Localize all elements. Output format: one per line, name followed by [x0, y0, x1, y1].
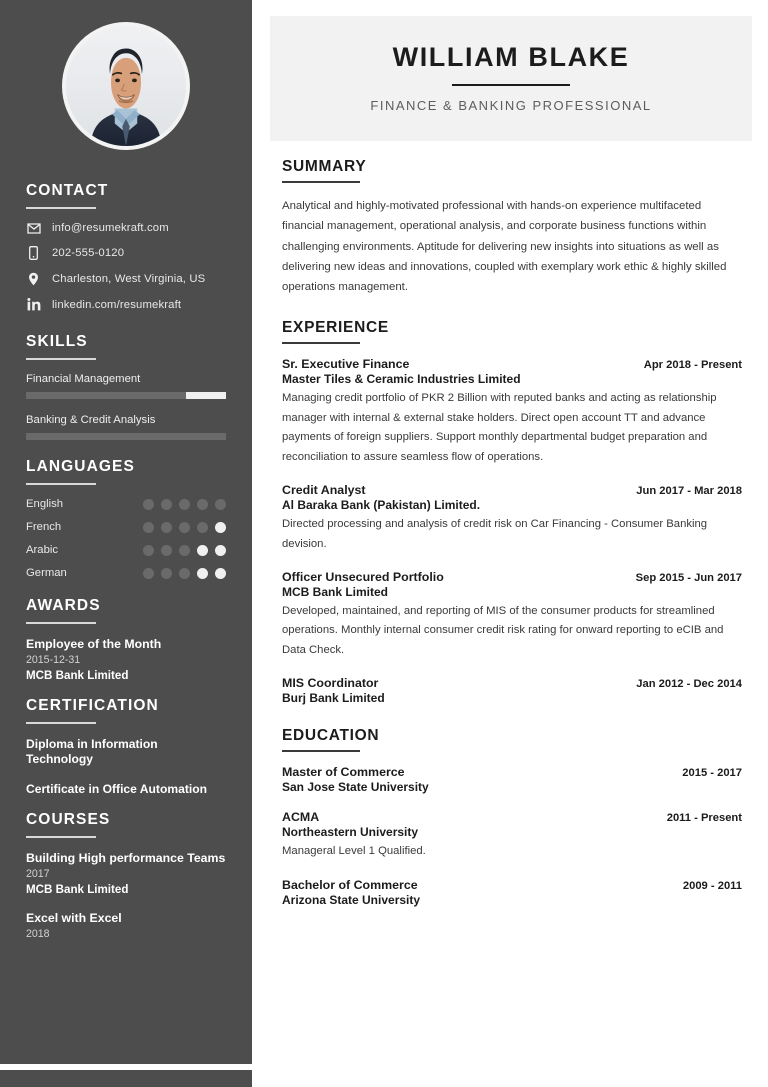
- main-body: [282, 158, 742, 929]
- skill-bar-remainder: [186, 392, 226, 399]
- linkedin-icon: [26, 298, 41, 311]
- skill-label: Banking & Credit Analysis: [26, 414, 156, 426]
- summary-heading: SUMMARY: [282, 158, 367, 175]
- dot-filled: [143, 499, 154, 510]
- dot-empty: [197, 545, 208, 556]
- contact-heading: CONTACT: [26, 182, 109, 199]
- award-title: Employee of the Month: [26, 637, 162, 651]
- skill-bar-fill: [26, 433, 226, 440]
- education-item: [282, 878, 742, 907]
- dot-filled: [143, 568, 154, 579]
- education-title: Master of Commerce: [282, 765, 405, 780]
- education-organization: Arizona State University: [282, 892, 421, 907]
- skill-bar-fill: [26, 392, 186, 399]
- course-org: MCB Bank Limited: [26, 882, 129, 896]
- language-row: [26, 521, 226, 533]
- experience-section: [282, 319, 742, 705]
- experience-title: Sr. Executive Finance: [282, 357, 410, 372]
- language-level-dots: [143, 545, 226, 556]
- experience-organization: Al Baraka Bank (Pakistan) Limited.: [282, 498, 481, 513]
- experience-date: Jun 2017 - Mar 2018: [636, 485, 742, 498]
- skill-label: Financial Management: [26, 373, 141, 385]
- courses-rule: [26, 836, 96, 838]
- experience-item: [282, 570, 742, 660]
- entry-header: [282, 357, 742, 371]
- certification-section: [0, 697, 252, 797]
- contact-location[interactable]: [26, 272, 226, 286]
- contact-linkedin-text: linkedin.com/resumekraft: [52, 298, 182, 311]
- contact-linkedin[interactable]: [26, 298, 226, 311]
- skill-item: [26, 373, 226, 399]
- language-label: Arabic: [26, 544, 59, 556]
- dot-filled: [179, 568, 190, 579]
- dot-filled: [179, 545, 190, 556]
- skill-item: [26, 414, 226, 440]
- envelope-icon: [26, 223, 41, 234]
- contact-email-text: info@resumekraft.com: [52, 222, 169, 234]
- experience-date: Sep 2015 - Jun 2017: [635, 572, 742, 585]
- summary-section: [282, 158, 742, 297]
- dot-filled: [179, 522, 190, 533]
- dot-filled: [161, 545, 172, 556]
- experience-date: Apr 2018 - Present: [643, 359, 742, 372]
- profile-photo-icon: [66, 26, 186, 146]
- experience-heading: EXPERIENCE: [282, 319, 389, 337]
- languages-section: [0, 458, 252, 579]
- award-date: 2015-12-31: [26, 653, 81, 666]
- education-rule: [282, 750, 360, 752]
- contact-email[interactable]: [26, 222, 226, 234]
- dot-filled: [161, 522, 172, 533]
- awards-rule: [26, 622, 96, 624]
- language-level-dots: [143, 568, 226, 579]
- course-item: [26, 911, 226, 942]
- education-description: Manageral Level 1 Qualified.: [282, 845, 426, 858]
- education-item: [282, 765, 742, 794]
- languages-heading: LANGUAGES: [26, 458, 135, 475]
- education-date: 2011 - Present: [666, 812, 742, 825]
- skills-section: [0, 333, 252, 440]
- entry-header: [282, 676, 742, 690]
- experience-date: Jan 2012 - Dec 2014: [636, 678, 742, 691]
- entry-header: [282, 810, 742, 824]
- entry-header: [282, 570, 742, 584]
- dot-filled: [143, 522, 154, 533]
- page-title: WILLIAM BLAKE: [392, 42, 630, 72]
- experience-title: Credit Analyst: [282, 483, 366, 498]
- education-title: Bachelor of Commerce: [282, 877, 418, 892]
- certification-heading: CERTIFICATION: [26, 696, 159, 714]
- education-item: [282, 810, 742, 861]
- award-org: MCB Bank Limited: [26, 668, 129, 682]
- awards-section: [0, 597, 252, 683]
- education-section: [282, 727, 742, 906]
- certification-item: Diploma in Information Technology: [26, 736, 158, 767]
- experience-item: [282, 676, 742, 705]
- skills-rule: [26, 358, 96, 360]
- languages-rule: [26, 483, 96, 485]
- awards-heading: AWARDS: [26, 597, 101, 614]
- summary-text: Analytical and highly-motivated professional with hands-on experience multifaceted financial management, operational analysis, and corporate business functions within challenging environments. Aptitude for delivering new insights into situations as well as delivering new ideas and innovations, coupled with exemplary work ethic & highly skilled operations management.: [282, 200, 727, 294]
- experience-rule: [282, 342, 360, 344]
- courses-section: [0, 811, 252, 941]
- avatar: [62, 22, 190, 150]
- education-date: 2015 - 2017: [682, 767, 742, 780]
- education-date: 2009 - 2011: [682, 879, 742, 892]
- dot-empty: [215, 568, 226, 579]
- skill-bar: [26, 392, 226, 399]
- dot-filled: [197, 499, 208, 510]
- summary-rule: [282, 181, 360, 183]
- dot-filled: [143, 545, 154, 556]
- course-date: 2018: [26, 927, 50, 940]
- award-item: [26, 637, 226, 683]
- language-level-dots: [143, 522, 226, 533]
- experience-description: Directed processing and analysis of credit risk on Car Financing - Consumer Banking devision.: [282, 518, 708, 550]
- dot-filled: [215, 499, 226, 510]
- dot-empty: [215, 545, 226, 556]
- name-divider: [452, 84, 570, 86]
- language-row: [26, 567, 226, 579]
- skill-bar: [26, 433, 226, 440]
- entry-header: [282, 483, 742, 497]
- contact-phone[interactable]: [26, 246, 226, 260]
- job-role-subtitle: FINANCE & BANKING PROFESSIONAL: [370, 98, 652, 113]
- main-column: [252, 0, 768, 1087]
- course-date: 2017: [26, 867, 50, 880]
- entry-header: [282, 878, 742, 892]
- location-pin-icon: [26, 272, 41, 286]
- education-organization: Northeastern University: [282, 825, 419, 840]
- language-label: German: [26, 567, 67, 579]
- experience-description: Managing credit portfolio of PKR 2 Billion with reputed banks and acting as relationship manager with internal & external stake holders. Direct open account TT and advance payments of foreign suppliers. Support monthly departmental budget preparation and reconciliation to assure seamless flow of operations.: [282, 392, 717, 463]
- dot-empty: [215, 522, 226, 533]
- contact-section: [0, 182, 252, 311]
- name-header-block: [270, 16, 752, 141]
- sidebar-page-continuation: [0, 1070, 252, 1087]
- language-row: [26, 544, 226, 556]
- language-row: [26, 498, 226, 510]
- course-title: Building High performance Teams: [26, 851, 226, 866]
- experience-item: [282, 483, 742, 554]
- course-title: Excel with Excel: [26, 910, 122, 925]
- dot-empty: [197, 568, 208, 579]
- contact-rule: [26, 207, 96, 209]
- experience-organization: Master Tiles & Ceramic Industries Limited: [282, 372, 521, 387]
- education-heading: EDUCATION: [282, 727, 380, 745]
- dot-filled: [197, 522, 208, 533]
- experience-title: Officer Unsecured Portfolio: [282, 570, 444, 585]
- experience-organization: MCB Bank Limited: [282, 585, 389, 600]
- contact-phone-text: 202-555-0120: [52, 247, 125, 259]
- language-level-dots: [143, 499, 226, 510]
- course-item: [26, 851, 226, 897]
- experience-list: [282, 357, 742, 705]
- experience-title: MIS Coordinator: [282, 676, 379, 691]
- education-title: ACMA: [282, 810, 320, 825]
- courses-heading: COURSES: [26, 811, 111, 829]
- experience-item: [282, 357, 742, 467]
- sidebar: [0, 0, 252, 1064]
- entry-header: [282, 765, 742, 779]
- language-label: French: [26, 521, 62, 533]
- education-list: [282, 765, 742, 906]
- languages-list: [26, 498, 226, 579]
- education-organization: San Jose State University: [282, 780, 429, 795]
- phone-icon: [26, 246, 41, 260]
- dot-filled: [161, 568, 172, 579]
- certification-item: Certificate in Office Automation: [26, 781, 207, 796]
- contact-location-text: Charleston, West Virginia, US: [52, 273, 206, 285]
- experience-organization: Burj Bank Limited: [282, 691, 385, 706]
- language-label: English: [26, 498, 64, 510]
- experience-description: Developed, maintained, and reporting of MIS of the consumer products for streamlined operations. Monthly internal consumer credit risk rating for onward reporting to eCIB and Data Check.: [282, 605, 724, 656]
- skills-heading: SKILLS: [26, 333, 88, 350]
- certification-rule: [26, 722, 96, 724]
- dot-filled: [179, 499, 190, 510]
- dot-filled: [161, 499, 172, 510]
